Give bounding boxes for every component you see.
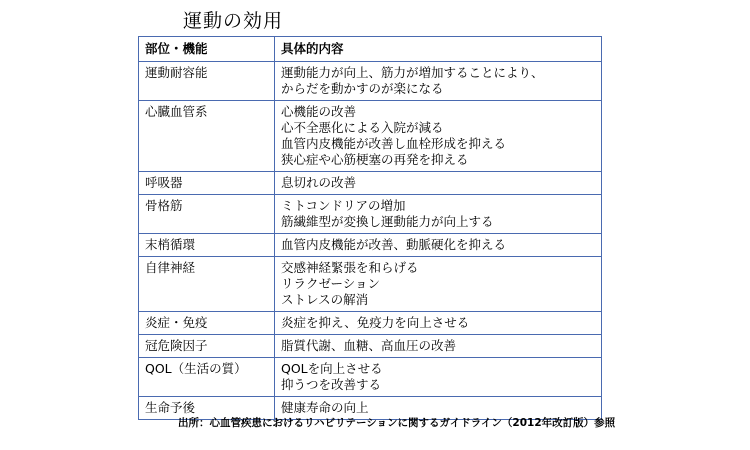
table-row [139,257,602,312]
detail-line: 血管内皮機能が改善し血栓形成を抑える [281,136,507,151]
table-row [139,101,602,172]
table-row [139,335,602,358]
cell-details [275,335,602,358]
table-row [139,172,602,195]
detail-line: 狭心症や心筋梗塞の再発を抑える [281,152,469,167]
detail-line: リラクゼーション [281,276,381,291]
table-body [139,62,602,420]
cell-details [275,234,602,257]
cell-details [275,312,602,335]
cell-part: 自律神経 [139,257,275,312]
cell-details [275,195,602,234]
table-row [139,234,602,257]
cell-part: 冠危険因子 [139,335,275,358]
detail-line: 筋繊維型が変換し運動能力が向上する [281,214,494,229]
source-note: 出所：心血管疾患におけるリハビリテーションに関するガイドライン（2012年改訂版）参照 [178,417,616,429]
table-row [139,312,602,335]
cell-part: 末梢循環 [139,234,275,257]
cell-part: 生命予後 [139,397,275,420]
detail-line: 脂質代謝、血糖、高血圧の改善 [281,338,457,353]
page-title: 運動の効用 [183,10,284,32]
detail-line: QOLを向上させる [281,361,383,376]
table-row [139,62,602,101]
detail-line: 心機能の改善 [281,104,357,119]
detail-line: 炎症を抑え、免疫力を向上させる [281,315,470,330]
cell-part: 運動耐容能 [139,62,275,101]
cell-part: 炎症・免疫 [139,312,275,335]
cell-details [275,257,602,312]
detail-line: 血管内皮機能が改善、動脈硬化を抑える [281,237,507,252]
cell-details [275,62,602,101]
detail-line: からだを動かすのが楽になる [281,81,444,96]
detail-line: 交感神経緊張を和らげる [281,260,419,275]
detail-line: ミトコンドリアの増加 [281,198,406,213]
table-row [139,358,602,397]
cell-details [275,172,602,195]
header-details: 具体的内容 [275,37,602,62]
detail-line: 健康寿命の向上 [281,400,369,415]
cell-part: QOL（生活の質） [139,358,275,397]
cell-details [275,358,602,397]
detail-line: 運動能力が向上、筋力が増加することにより、 [281,65,544,80]
cell-details [275,101,602,172]
detail-line: 心不全悪化による入院が減る [281,120,444,135]
table-row [139,195,602,234]
cell-part: 呼吸器 [139,172,275,195]
detail-line: ストレスの解消 [281,292,369,307]
detail-line: 息切れの改善 [281,175,357,190]
table-header-row [139,37,602,62]
cell-part: 骨格筋 [139,195,275,234]
detail-line: 抑うつを改善する [281,377,382,392]
cell-part: 心臓血管系 [139,101,275,172]
effects-table [138,36,602,420]
header-part: 部位・機能 [139,37,275,62]
